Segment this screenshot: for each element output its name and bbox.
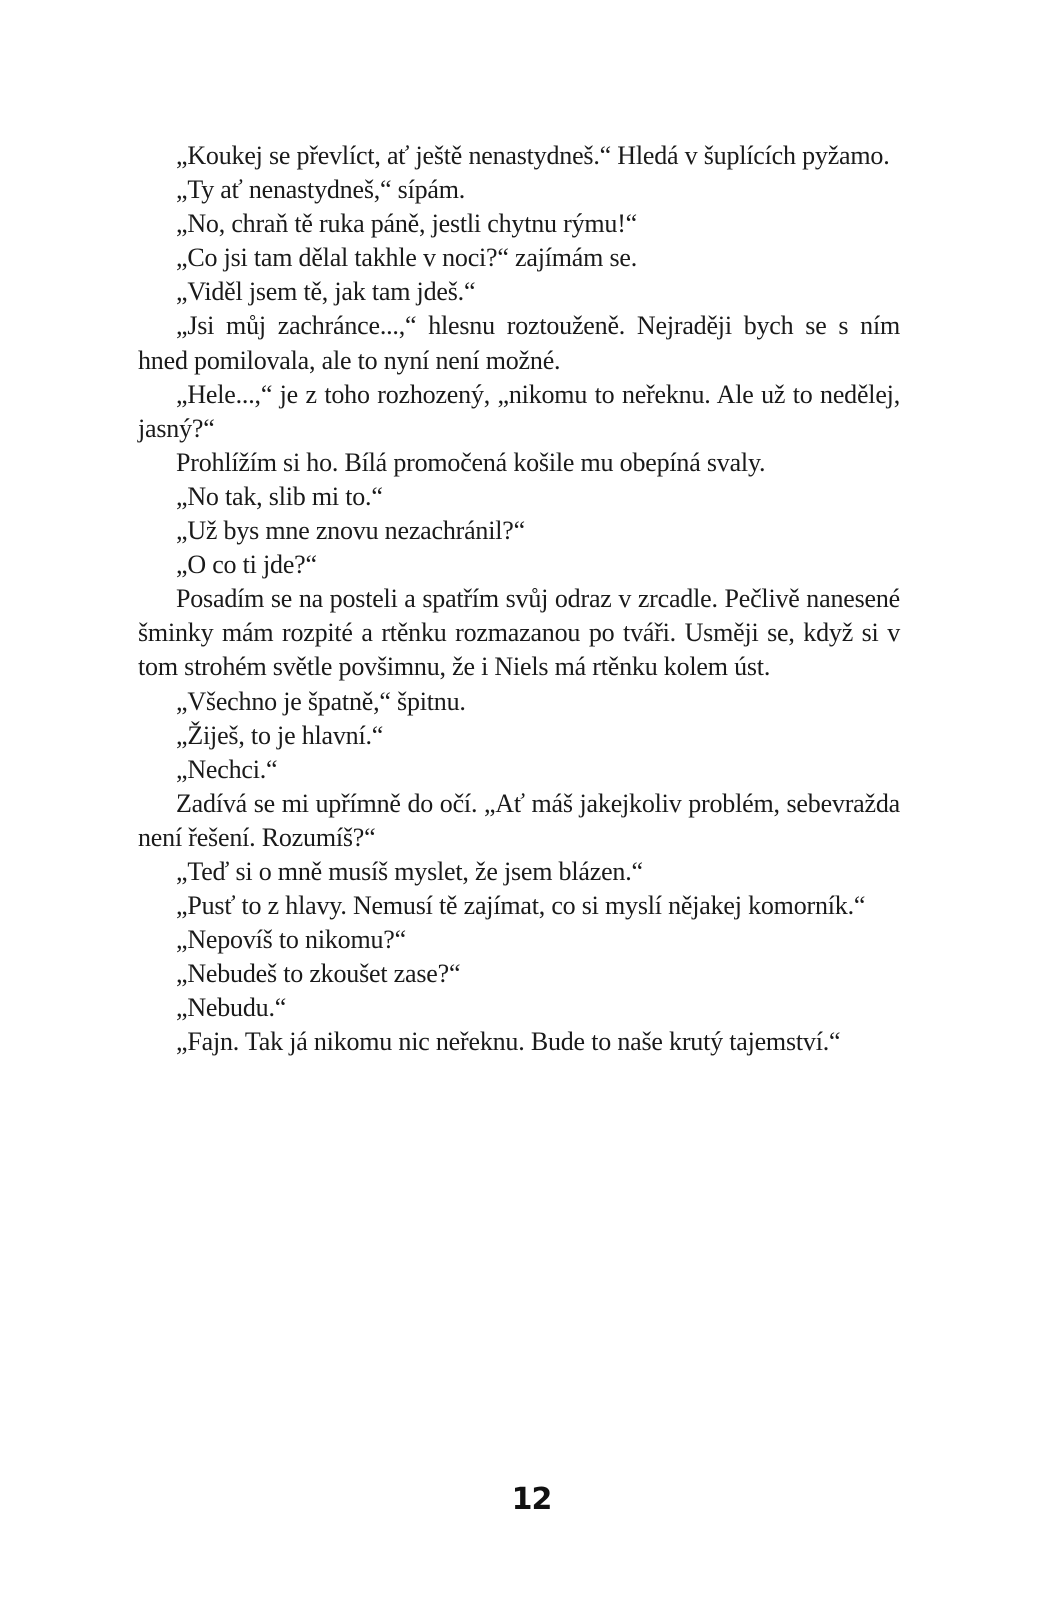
paragraph-7: „Hele...,“ je z toho rozhozený, „nikomu to neřeknu. Ale už to nedělej, jasný?“: [138, 379, 900, 443]
paragraph-9: „No tak, slib mi to.“: [176, 481, 383, 511]
body-text: [138, 139, 900, 1060]
page-number: 12: [511, 1482, 552, 1517]
paragraph-20: „Nebudeš to zkoušet zase?“: [176, 959, 461, 989]
paragraph-12: Posadím se na posteli a spatřím svůj odraz v zrcadle. Pečlivě nanesené šminky mám rozpité a rtěnku rozmazanou po tváři. Usměji se, když si v tom strohém světle povšimnu, že i Niels má rtěnku kolem úst.: [138, 584, 900, 682]
paragraph-18: „Pusť to z hlavy. Nemusí tě zajímat, co si myslí nějakej komorník.“: [176, 891, 866, 921]
paragraph-19: „Nepovíš to nikomu?“: [176, 925, 406, 955]
paragraph-16: Zadívá se mi upřímně do očí. „Ať máš jakejkoliv problém, sebevražda není řešení. Rozumíš?“: [138, 788, 900, 852]
paragraph-17: „Teď si o mně musíš myslet, že jsem blázen.“: [176, 856, 643, 886]
paragraph-6: „Jsi můj zachránce...,“ hlesnu roztouženě. Nejraději bych se s ním hned pomilovala, ale to nyní není možné.: [138, 311, 900, 375]
paragraph-8: Prohlížím si ho. Bílá promočená košile mu obepíná svaly.: [176, 447, 766, 477]
paragraph-5: „Viděl jsem tě, jak tam jdeš.“: [176, 277, 476, 307]
paragraph-15: „Nechci.“: [176, 754, 278, 784]
paragraph-2: „Ty ať nenastydneš,“ sípám.: [176, 175, 466, 205]
paragraph-1: „Koukej se převlíct, ať ještě nenastydneš.“ Hledá v šuplících pyžamo.: [176, 141, 890, 170]
paragraph-21: „Nebudu.“: [176, 993, 287, 1023]
paragraph-22: „Fajn. Tak já nikomu nic neřeknu. Bude to naše krutý tajemství.“: [176, 1027, 841, 1057]
paragraph-10: „Už bys mne znovu nezachránil?“: [176, 516, 525, 546]
paragraph-3: „No, chraň tě ruka páně, jestli chytnu rýmu!“: [176, 209, 637, 239]
paragraph-11: „O co ti jde?“: [176, 550, 317, 580]
paragraph-13: „Všechno je špatně,“ špitnu.: [176, 686, 466, 716]
paragraph-14: „Žiješ, to je hlavní.“: [176, 720, 384, 750]
paragraph-4: „Co jsi tam dělal takhle v noci?“ zajímám se.: [176, 243, 638, 273]
